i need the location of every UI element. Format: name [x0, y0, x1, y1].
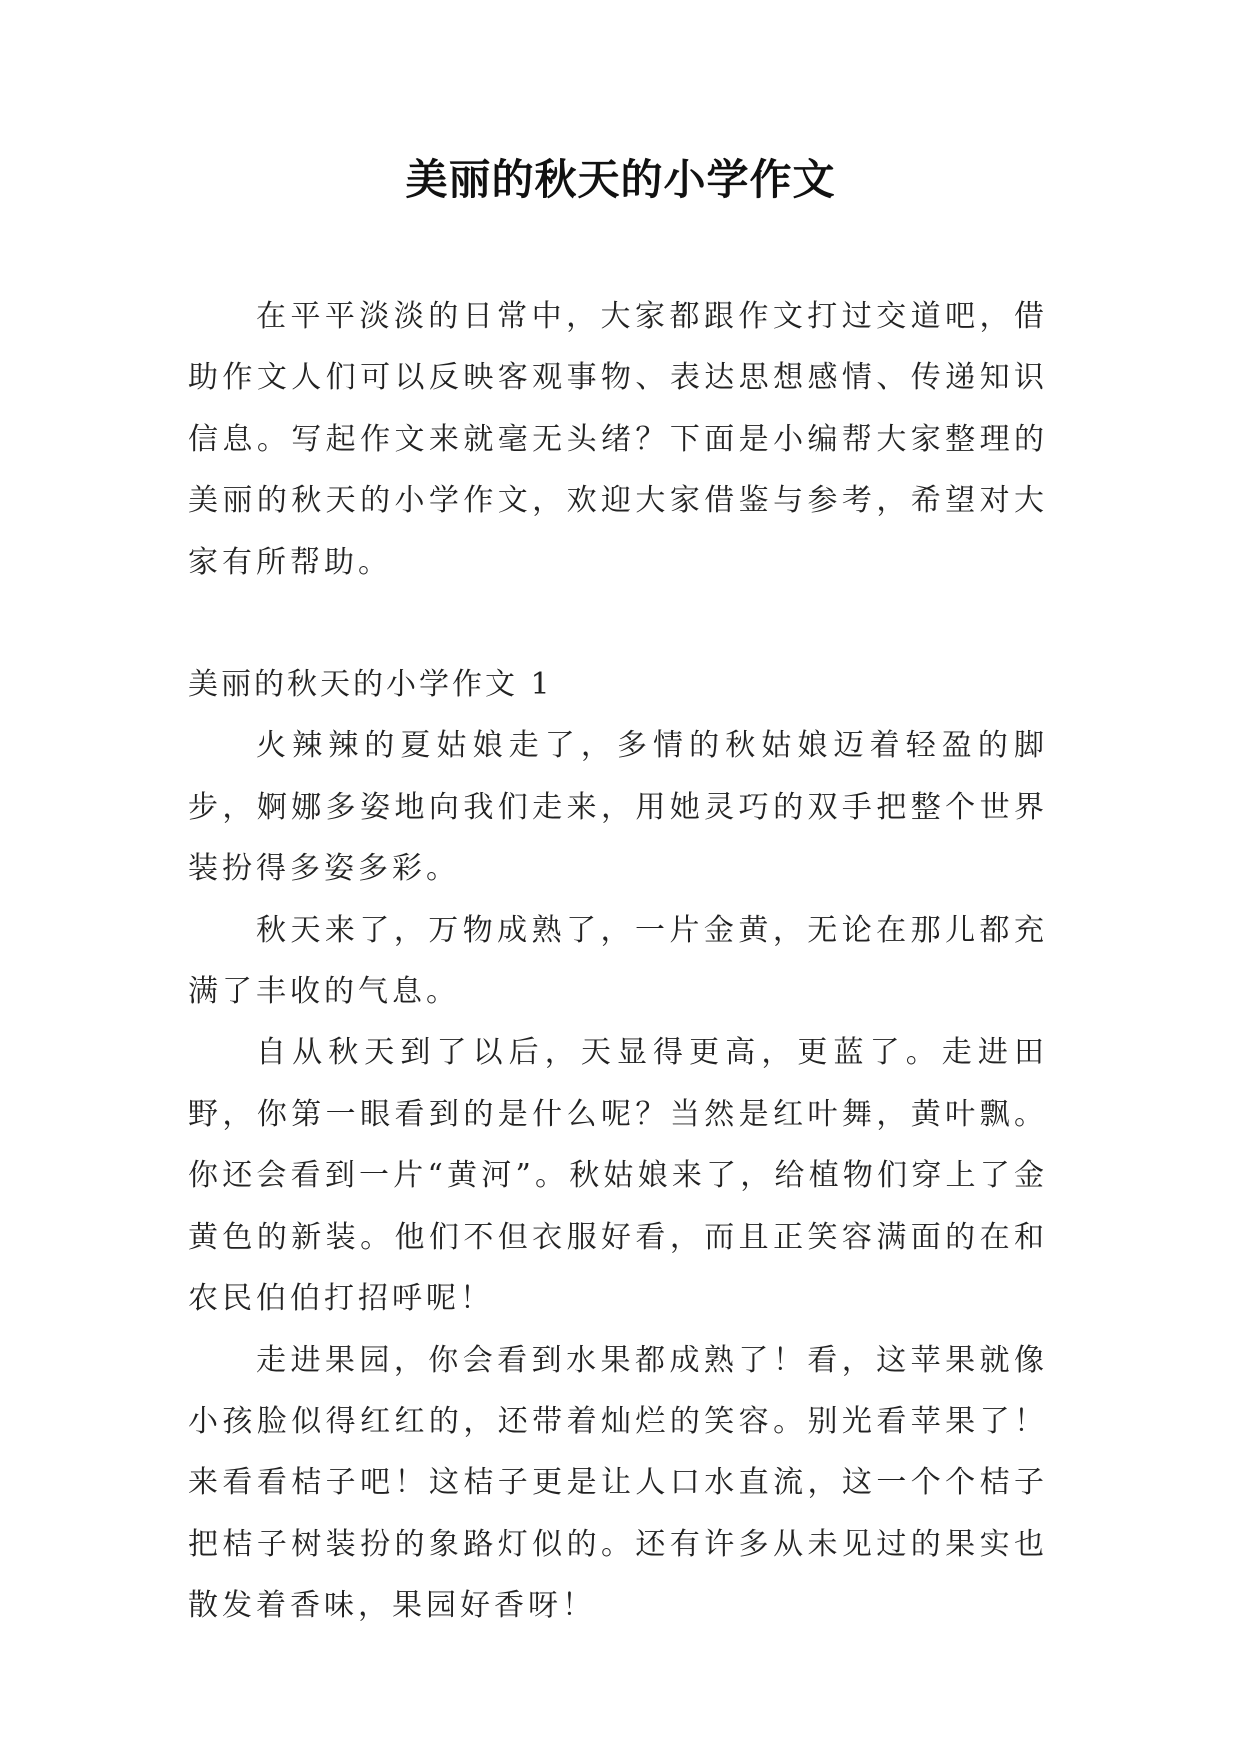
- section-heading: 美丽的秋天的小学作文 1: [188, 667, 553, 703]
- intro-paragraph: 在平平淡淡的日常中，大家都跟作文打过交道吧，借助作文人们可以反映客观事物、表达思想感情、传递知识信息。写起作文来就毫无头绪？下面是小编帮大家整理的美丽的秋天的小学作文，欢迎大家借鉴与参考，希望对大家有所帮助。: [188, 299, 1048, 580]
- document-body: [188, 286, 1048, 1637]
- body-paragraph: 走进果园，你会看到水果都成熟了！看，这苹果就像小孩脸似得红红的，还带着灿烂的笑容。别光看苹果了！来看看桔子吧！这桔子更是让人口水直流，这一个个桔子把桔子树装扮的象路灯似的。还有许多从未见过的果实也散发着香味，果园好香呀！: [188, 1342, 1048, 1624]
- body-paragraph: 秋天来了，万物成熟了，一片金黄，无论在那儿都充满了丰收的气息。: [188, 912, 1048, 1010]
- body-paragraph: 自从秋天到了以后，天显得更高，更蓝了。走进田野，你第一眼看到的是什么呢？当然是红叶舞，黄叶飘。你还会看到一片“黄河”。秋姑娘来了，给植物们穿上了金黄色的新装。他们不但衣服好看，而且正笑容满面的在和农民伯伯打招呼呢！: [188, 1035, 1048, 1317]
- page-title: 美丽的秋天的小学作文: [405, 155, 836, 204]
- body-paragraph: 火辣辣的夏姑娘走了，多情的秋姑娘迈着轻盈的脚步，婀娜多姿地向我们走来，用她灵巧的双手把整个世界装扮得多姿多彩。: [188, 728, 1048, 887]
